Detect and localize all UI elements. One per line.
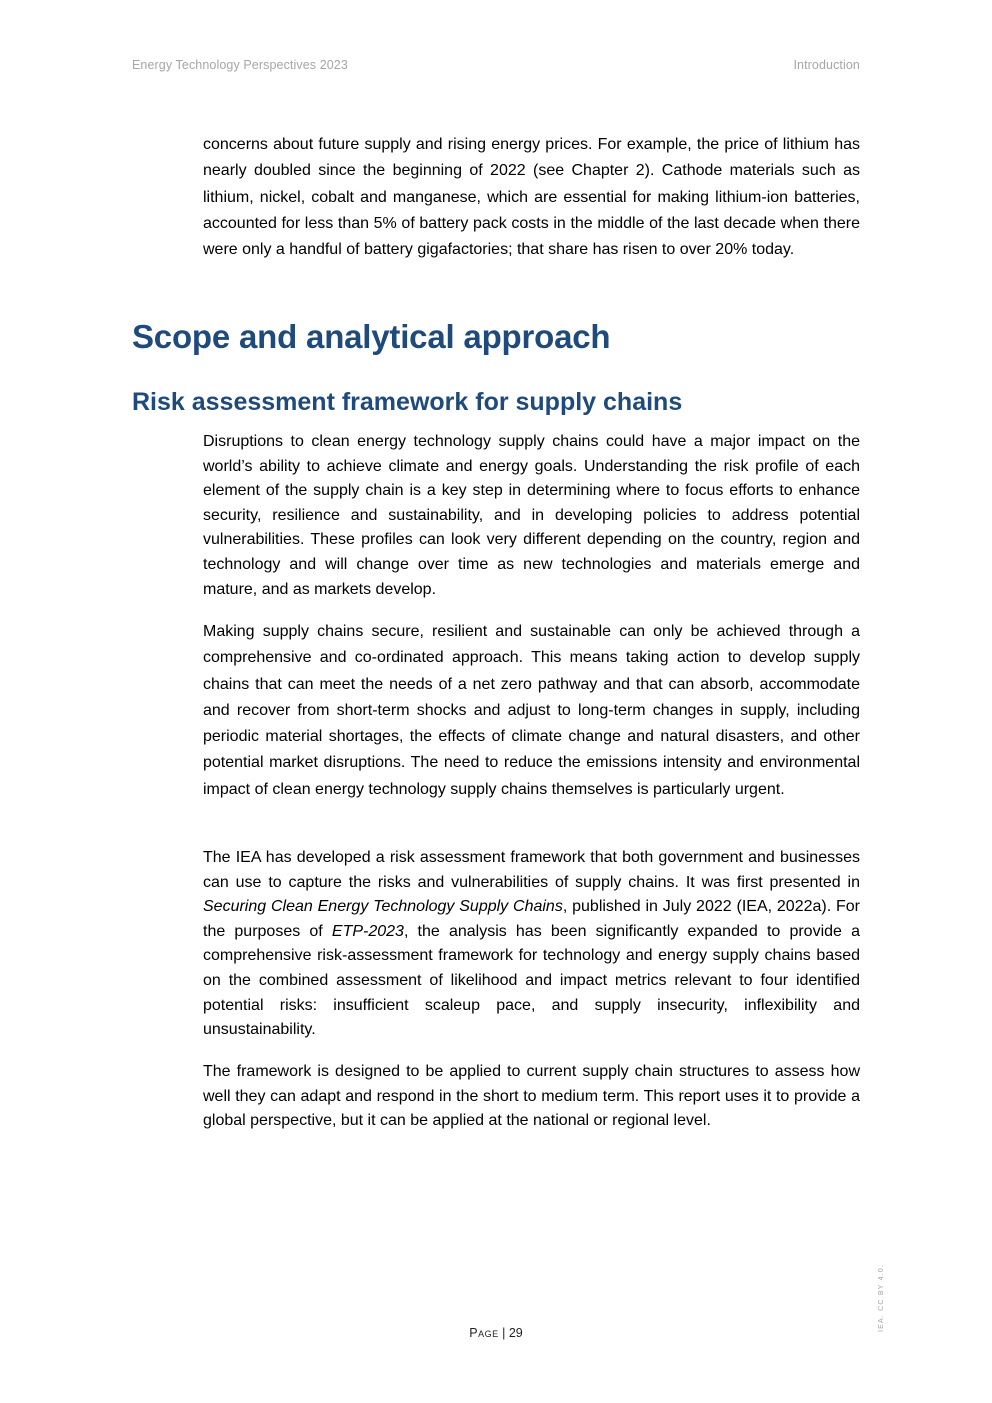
- lead-paragraph: [203, 132, 860, 263]
- text-run: , the analysis has been significantly expanded to provide a comprehensive risk-assessment framework for technology and energy supply chains based on the combined assessment of likelihood and impact metrics relevant to four identified potential risks: insufficient scaleup pace, and supply insecurity, inflexibility and unsustainability.: [203, 922, 860, 1039]
- paragraph-2: [203, 619, 860, 803]
- paragraph-text: Disruptions to clean energy technology supply chains could have a major impact on the world’s ability to achieve climate and energy goals. Understanding the risk profile of each element of the supply chain is a key step in determining where to focus efforts to enhance security, resilience and sustainability, and in developing policies to address potential vulnerabilities. These profiles can look very different depending on the country, region and technology and will change over time as new technologies and materials emerge and mature, and as markets develop.: [203, 433, 860, 598]
- license-notice: IEA. CC BY 4.0.: [878, 1263, 885, 1332]
- publication-title: Securing Clean Energy Technology Supply Chains: [203, 898, 563, 916]
- page-footer: [0, 1326, 992, 1340]
- paragraph-text: Making supply chains secure, resilient and sustainable can only be achieved through a comprehensive and co-ordinated approach. This means taking action to develop supply chains that can meet the needs of a net zero pathway and that can absorb, accommodate and recover from short-term shocks and adjust to long-term changes in supply, including periodic material shortages, the effects of climate change and natural disasters, and other potential market disruptions. The need to reduce the emissions intensity and environmental impact of clean energy technology supply chains themselves is particularly urgent.: [203, 623, 860, 798]
- subsection-title: Risk assessment framework for supply chains: [132, 388, 683, 416]
- paragraph-4: [203, 1060, 860, 1134]
- text-run: , published in July 2022 (IEA, 2022a). For the purposes of: [203, 898, 861, 940]
- running-header: [132, 58, 860, 72]
- report-title: Energy Technology Perspectives 2023: [132, 58, 348, 72]
- paragraph-text: concerns about future supply and rising energy prices. For example, the price of lithium has nearly doubled since the beginning of 2022 (see Chapter 2). Cathode materials such as lithium, nickel, cobalt and manganese, which are essential for making lithium-ion batteries, accounted for less than 5% of battery pack costs in the middle of the last decade when there were only a handful of battery gigafactories; that share has risen to over 20% today.: [203, 136, 860, 259]
- paragraph-text: The framework is designed to be applied to current supply chain structures to assess how well they can adapt and respond in the short to medium term. This report uses it to provide a global perspective, but it can be applied at the national or regional level.: [203, 1063, 860, 1130]
- page-number: 29: [508, 1326, 523, 1340]
- section-title: Scope and analytical approach: [132, 318, 611, 355]
- text-run: The IEA has developed a risk assessment framework that both government and businesses can use to capture the risks and vulnerabilities of supply chains. It was first presented in: [203, 849, 860, 891]
- page-label: Page: [469, 1326, 499, 1340]
- paragraph-1: [203, 430, 860, 602]
- chapter-name: Introduction: [793, 58, 860, 72]
- report-abbreviation: ETP-2023: [331, 922, 404, 940]
- paragraph-text: [203, 846, 860, 1043]
- paragraph-3: [203, 846, 860, 1043]
- page-separator: |: [498, 1326, 509, 1340]
